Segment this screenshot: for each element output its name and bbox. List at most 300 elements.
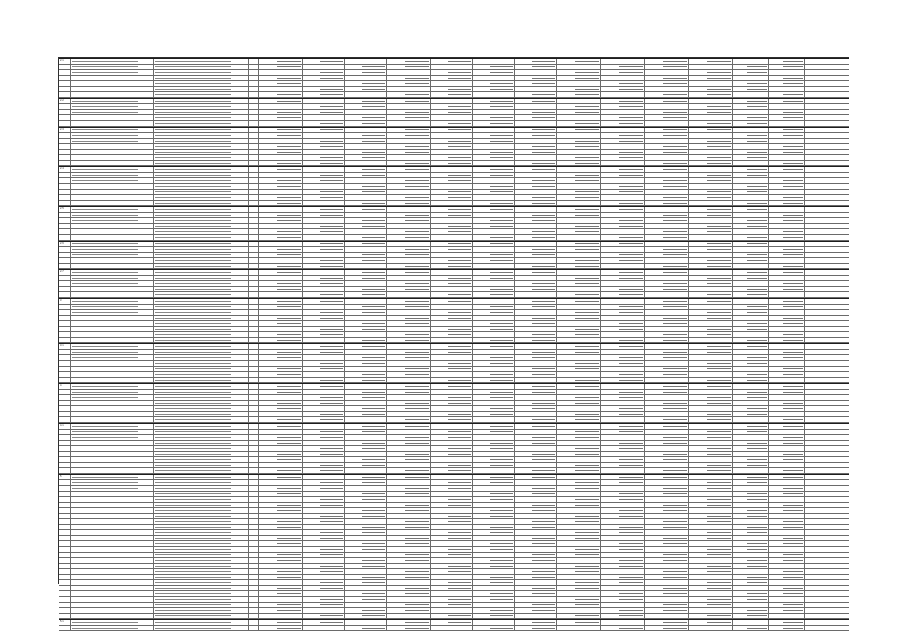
cell-value-mark bbox=[707, 175, 731, 176]
cell-code bbox=[249, 547, 259, 552]
cell-c10 bbox=[645, 207, 689, 212]
cell-c3 bbox=[345, 316, 387, 321]
cell-value-mark bbox=[277, 152, 301, 153]
cell-text-mark bbox=[155, 249, 231, 250]
cell-value-mark bbox=[707, 448, 731, 449]
cell-source bbox=[154, 128, 249, 133]
cell-c11 bbox=[689, 569, 733, 574]
cell-c3 bbox=[345, 620, 387, 625]
cell-value-mark bbox=[277, 374, 301, 375]
cell-c11 bbox=[689, 508, 733, 513]
cell-c4 bbox=[387, 497, 431, 502]
cell-text-mark bbox=[155, 254, 231, 255]
cell-c3 bbox=[345, 81, 387, 86]
cell-c13 bbox=[769, 558, 805, 563]
cell-c12 bbox=[733, 553, 769, 558]
cell-c12 bbox=[733, 412, 769, 417]
cell-text-mark bbox=[155, 112, 231, 113]
cell-value-mark bbox=[405, 112, 429, 113]
cell-value-mark bbox=[320, 197, 343, 198]
cell-c12 bbox=[733, 486, 769, 491]
cell-value-mark bbox=[532, 352, 555, 353]
cell-value-mark bbox=[707, 380, 731, 381]
cell-c4 bbox=[387, 81, 431, 86]
cell-name bbox=[71, 620, 154, 625]
cell-text-mark bbox=[155, 129, 231, 130]
cell-num bbox=[59, 327, 71, 332]
cell-c3 bbox=[345, 412, 387, 417]
cell-c13 bbox=[769, 441, 805, 446]
cell-c2 bbox=[303, 92, 345, 97]
cell-value-mark bbox=[448, 266, 471, 267]
cell-source bbox=[154, 276, 249, 281]
cell-code bbox=[249, 446, 259, 451]
cell-c10 bbox=[645, 321, 689, 326]
cell-value-mark bbox=[320, 243, 343, 244]
cell-value-mark bbox=[277, 437, 301, 438]
cell-value-mark bbox=[490, 628, 513, 629]
cell-c4 bbox=[387, 321, 431, 326]
cell-value-mark bbox=[619, 117, 643, 118]
cell-c13 bbox=[769, 253, 805, 258]
cell-value-mark bbox=[490, 582, 513, 583]
cell-c9 bbox=[601, 76, 645, 81]
cell-value-mark bbox=[448, 488, 471, 489]
cell-text-mark bbox=[72, 209, 138, 210]
cell-value-mark bbox=[575, 554, 599, 555]
cell-text-mark bbox=[155, 604, 231, 605]
cell-c13 bbox=[769, 299, 805, 304]
cell-value-mark bbox=[575, 209, 599, 210]
cell-c10 bbox=[645, 525, 689, 530]
cell-value-mark bbox=[663, 628, 687, 629]
cell-text-mark bbox=[72, 301, 138, 302]
cell-text-mark bbox=[72, 357, 138, 358]
cell-value-mark bbox=[747, 628, 767, 629]
cell-c3 bbox=[345, 367, 387, 372]
cell-c8 bbox=[557, 620, 601, 625]
cell-c8 bbox=[557, 310, 601, 315]
cell-num bbox=[59, 468, 71, 473]
cell-name bbox=[71, 480, 154, 485]
cell-c7 bbox=[515, 305, 557, 310]
cell-c6 bbox=[473, 503, 515, 508]
cell-c9 bbox=[601, 327, 645, 332]
cell-source bbox=[154, 519, 249, 524]
cell-c11 bbox=[689, 541, 733, 546]
cell-c4 bbox=[387, 603, 431, 608]
cell-source bbox=[154, 597, 249, 602]
cell-value-mark bbox=[362, 141, 385, 142]
cell-value-mark bbox=[532, 78, 555, 79]
cell-value-mark bbox=[575, 180, 599, 181]
cell-text-mark bbox=[72, 306, 138, 307]
cell-value-mark bbox=[277, 622, 301, 623]
cell-c12 bbox=[733, 367, 769, 372]
cell-value-mark bbox=[405, 403, 429, 404]
cell-c7 bbox=[515, 620, 557, 625]
cell-num bbox=[59, 361, 71, 366]
cell-name bbox=[71, 569, 154, 574]
cell-c6 bbox=[473, 99, 515, 104]
cell-value-mark bbox=[362, 363, 385, 364]
cell-c13 bbox=[769, 492, 805, 497]
cell-value-mark bbox=[362, 340, 385, 341]
cell-value-mark bbox=[575, 266, 599, 267]
cell-value-mark bbox=[405, 386, 429, 387]
cell-c9 bbox=[601, 350, 645, 355]
cell-source bbox=[154, 626, 249, 631]
cell-c4 bbox=[387, 475, 431, 480]
cell-value-mark bbox=[707, 571, 731, 572]
cell-source bbox=[154, 468, 249, 473]
cell-c7 bbox=[515, 480, 557, 485]
cell-name bbox=[71, 224, 154, 229]
cell-code bbox=[249, 355, 259, 360]
cell-value-mark bbox=[747, 260, 767, 261]
cell-value-mark bbox=[663, 283, 687, 284]
cell-text-mark bbox=[155, 566, 231, 567]
cell-c11 bbox=[689, 76, 733, 81]
cell-value-mark bbox=[405, 180, 429, 181]
cell-value-mark bbox=[575, 470, 599, 471]
cell-c9 bbox=[601, 603, 645, 608]
cell-value-mark bbox=[320, 352, 343, 353]
cell-value-mark bbox=[320, 505, 343, 506]
cell-value-mark bbox=[277, 334, 301, 335]
cell-value-mark bbox=[619, 294, 643, 295]
cell-value-mark bbox=[747, 329, 767, 330]
cell-source bbox=[154, 430, 249, 435]
cell-c12 bbox=[733, 390, 769, 395]
cell-c13 bbox=[769, 344, 805, 349]
cell-source bbox=[154, 184, 249, 189]
cell-source bbox=[154, 603, 249, 608]
cell-value-mark bbox=[448, 163, 471, 164]
cell-name bbox=[71, 167, 154, 172]
cell-value-mark bbox=[277, 78, 301, 79]
cell-c4 bbox=[387, 270, 431, 275]
cell-value-mark bbox=[320, 465, 343, 466]
cell-source bbox=[154, 235, 249, 240]
cell-value-mark bbox=[619, 426, 643, 427]
cell-text-mark bbox=[155, 386, 231, 387]
cell-value-mark bbox=[663, 588, 687, 589]
cell-c7 bbox=[515, 384, 557, 389]
cell-c12 bbox=[733, 242, 769, 247]
cell-value-mark bbox=[448, 106, 471, 107]
cell-name bbox=[71, 332, 154, 337]
cell-text-mark bbox=[155, 571, 231, 572]
cell-num bbox=[59, 457, 71, 462]
cell-c13 bbox=[769, 575, 805, 580]
cell-c4 bbox=[387, 242, 431, 247]
cell-c4 bbox=[387, 468, 431, 473]
cell-value-mark bbox=[277, 283, 301, 284]
cell-value-mark bbox=[448, 352, 471, 353]
cell-code bbox=[249, 242, 259, 247]
cell-c6 bbox=[473, 536, 515, 541]
cell-value-mark bbox=[747, 117, 767, 118]
cell-text-mark bbox=[155, 220, 231, 221]
cell-c7 bbox=[515, 270, 557, 275]
cell-value-mark bbox=[663, 403, 687, 404]
cell-c13 bbox=[769, 564, 805, 569]
cell-c12 bbox=[733, 287, 769, 292]
cell-c13 bbox=[769, 430, 805, 435]
cell-name bbox=[71, 292, 154, 297]
cell-c7 bbox=[515, 287, 557, 292]
cell-c1 bbox=[259, 161, 303, 166]
cell-value-mark bbox=[663, 493, 687, 494]
cell-c4 bbox=[387, 292, 431, 297]
cell-c6 bbox=[473, 133, 515, 138]
cell-num bbox=[59, 213, 71, 218]
cell-value-mark bbox=[619, 397, 643, 398]
cell-c9 bbox=[601, 430, 645, 435]
cell-c4 bbox=[387, 626, 431, 631]
cell-source bbox=[154, 378, 249, 383]
cell-value-mark bbox=[619, 289, 643, 290]
cell-value-mark bbox=[619, 599, 643, 600]
cell-name bbox=[71, 218, 154, 223]
cell-c4 bbox=[387, 486, 431, 491]
cell-value-mark bbox=[320, 488, 343, 489]
cell-text-mark bbox=[155, 437, 231, 438]
cell-num bbox=[59, 92, 71, 97]
cell-c9 bbox=[601, 332, 645, 337]
cell-c12 bbox=[733, 372, 769, 377]
cell-value-mark bbox=[362, 593, 385, 594]
cell-num: 2.7 bbox=[59, 270, 71, 275]
cell-text-mark bbox=[155, 135, 231, 136]
cell-value-mark bbox=[707, 505, 731, 506]
cell-value-mark bbox=[575, 516, 599, 517]
cell-code bbox=[249, 457, 259, 462]
cell-c11 bbox=[689, 195, 733, 200]
cell-c5 bbox=[431, 350, 473, 355]
cell-c2 bbox=[303, 76, 345, 81]
cell-num: 3 bbox=[59, 299, 71, 304]
cell-text-mark bbox=[155, 426, 231, 427]
cell-code bbox=[249, 514, 259, 519]
cell-source bbox=[154, 486, 249, 491]
cell-value-mark bbox=[575, 123, 599, 124]
cell-c5 bbox=[431, 514, 473, 519]
cell-c6 bbox=[473, 121, 515, 126]
cell-value-mark bbox=[490, 141, 513, 142]
cell-c3 bbox=[345, 355, 387, 360]
cell-value-mark bbox=[707, 419, 731, 420]
cell-c8 bbox=[557, 361, 601, 366]
cell-c1 bbox=[259, 128, 303, 133]
cell-c10 bbox=[645, 608, 689, 613]
cell-c5 bbox=[431, 384, 473, 389]
cell-c1 bbox=[259, 81, 303, 86]
cell-text-mark bbox=[155, 272, 231, 273]
cell-c13 bbox=[769, 190, 805, 195]
cell-c11 bbox=[689, 558, 733, 563]
cell-c9 bbox=[601, 173, 645, 178]
cell-value-mark bbox=[783, 334, 803, 335]
cell-c2 bbox=[303, 99, 345, 104]
cell-source bbox=[154, 287, 249, 292]
cell-c2 bbox=[303, 569, 345, 574]
cell-c3 bbox=[345, 441, 387, 446]
cell-c11 bbox=[689, 139, 733, 144]
cell-value-mark bbox=[277, 323, 301, 324]
cell-source bbox=[154, 247, 249, 252]
cell-code bbox=[249, 580, 259, 585]
cell-c5 bbox=[431, 65, 473, 70]
cell-value-mark bbox=[783, 357, 803, 358]
cell-c12 bbox=[733, 235, 769, 240]
cell-text-mark bbox=[155, 197, 231, 198]
cell-c1 bbox=[259, 139, 303, 144]
cell-value-mark bbox=[320, 599, 343, 600]
cell-value-mark bbox=[783, 197, 803, 198]
cell-source bbox=[154, 99, 249, 104]
cell-c8 bbox=[557, 530, 601, 535]
cell-value-mark bbox=[663, 163, 687, 164]
cell-value-mark bbox=[532, 289, 555, 290]
cell-c11 bbox=[689, 597, 733, 602]
cell-value-mark bbox=[405, 135, 429, 136]
cell-value-mark bbox=[783, 392, 803, 393]
cell-text-mark bbox=[72, 431, 138, 432]
cell-c5 bbox=[431, 276, 473, 281]
cell-value-mark bbox=[490, 175, 513, 176]
cell-c6 bbox=[473, 144, 515, 149]
cell-c2 bbox=[303, 390, 345, 395]
cell-text-mark bbox=[155, 549, 231, 550]
cell-c9 bbox=[601, 547, 645, 552]
cell-c12 bbox=[733, 81, 769, 86]
cell-value-mark bbox=[362, 516, 385, 517]
cell-text-mark bbox=[155, 78, 231, 79]
cell-c7 bbox=[515, 92, 557, 97]
cell-num bbox=[59, 121, 71, 126]
cell-source bbox=[154, 558, 249, 563]
cell-num bbox=[59, 332, 71, 337]
cell-source bbox=[154, 150, 249, 155]
cell-c6 bbox=[473, 229, 515, 234]
cell-source bbox=[154, 242, 249, 247]
cell-value-mark bbox=[575, 437, 599, 438]
cell-c7 bbox=[515, 401, 557, 406]
cell-c5 bbox=[431, 321, 473, 326]
cell-c1 bbox=[259, 338, 303, 343]
cell-value-mark bbox=[575, 260, 599, 261]
cell-c10 bbox=[645, 201, 689, 206]
cell-c3 bbox=[345, 65, 387, 70]
cell-code bbox=[249, 178, 259, 183]
cell-c3 bbox=[345, 178, 387, 183]
cell-c4 bbox=[387, 253, 431, 258]
cell-c3 bbox=[345, 372, 387, 377]
cell-c1 bbox=[259, 144, 303, 149]
cell-c10 bbox=[645, 558, 689, 563]
cell-c3 bbox=[345, 361, 387, 366]
cell-c7 bbox=[515, 626, 557, 631]
cell-c13 bbox=[769, 497, 805, 502]
cell-text-mark bbox=[155, 560, 231, 561]
cell-c11 bbox=[689, 497, 733, 502]
cell-value-mark bbox=[362, 527, 385, 528]
cell-c11 bbox=[689, 121, 733, 126]
cell-c8 bbox=[557, 406, 601, 411]
cell-source bbox=[154, 321, 249, 326]
cell-c6 bbox=[473, 178, 515, 183]
cell-c8 bbox=[557, 229, 601, 234]
cell-c8 bbox=[557, 207, 601, 212]
cell-c9 bbox=[601, 468, 645, 473]
cell-c13 bbox=[769, 201, 805, 206]
cell-value-mark bbox=[783, 340, 803, 341]
cell-source bbox=[154, 70, 249, 75]
cell-c2 bbox=[303, 558, 345, 563]
cell-value-mark bbox=[783, 135, 803, 136]
cell-c8 bbox=[557, 564, 601, 569]
cell-value-mark bbox=[362, 414, 385, 415]
cell-value-mark bbox=[619, 363, 643, 364]
cell-c6 bbox=[473, 264, 515, 269]
cell-value-mark bbox=[448, 175, 471, 176]
cell-c6 bbox=[473, 569, 515, 574]
cell-c8 bbox=[557, 76, 601, 81]
cell-value-mark bbox=[320, 180, 343, 181]
cell-c1 bbox=[259, 597, 303, 602]
cell-source bbox=[154, 417, 249, 422]
cell-c9 bbox=[601, 99, 645, 104]
cell-c2 bbox=[303, 253, 345, 258]
cell-value-mark bbox=[532, 237, 555, 238]
cell-c5 bbox=[431, 608, 473, 613]
cell-c7 bbox=[515, 350, 557, 355]
cell-value-mark bbox=[277, 543, 301, 544]
cell-c7 bbox=[515, 207, 557, 212]
cell-c11 bbox=[689, 536, 733, 541]
cell-value-mark bbox=[490, 357, 513, 358]
cell-c9 bbox=[601, 310, 645, 315]
cell-c2 bbox=[303, 195, 345, 200]
cell-c13 bbox=[769, 247, 805, 252]
cell-c1 bbox=[259, 417, 303, 422]
cell-text-mark bbox=[155, 516, 231, 517]
cell-c1 bbox=[259, 486, 303, 491]
cell-name bbox=[71, 270, 154, 275]
cell-value-mark bbox=[619, 278, 643, 279]
cell-c1 bbox=[259, 110, 303, 115]
cell-c12 bbox=[733, 201, 769, 206]
cell-value-mark bbox=[619, 203, 643, 204]
cell-c9 bbox=[601, 207, 645, 212]
cell-value-mark bbox=[747, 169, 767, 170]
cell-c13 bbox=[769, 486, 805, 491]
cell-code bbox=[249, 190, 259, 195]
cell-value-mark bbox=[747, 254, 767, 255]
cell-value-mark bbox=[532, 197, 555, 198]
cell-c2 bbox=[303, 224, 345, 229]
cell-code bbox=[249, 614, 259, 619]
cell-c5 bbox=[431, 92, 473, 97]
cell-value-mark bbox=[619, 306, 643, 307]
cell-c11 bbox=[689, 446, 733, 451]
cell-c12 bbox=[733, 218, 769, 223]
cell-value-mark bbox=[575, 380, 599, 381]
cell-c7 bbox=[515, 150, 557, 155]
cell-value-mark bbox=[747, 443, 767, 444]
